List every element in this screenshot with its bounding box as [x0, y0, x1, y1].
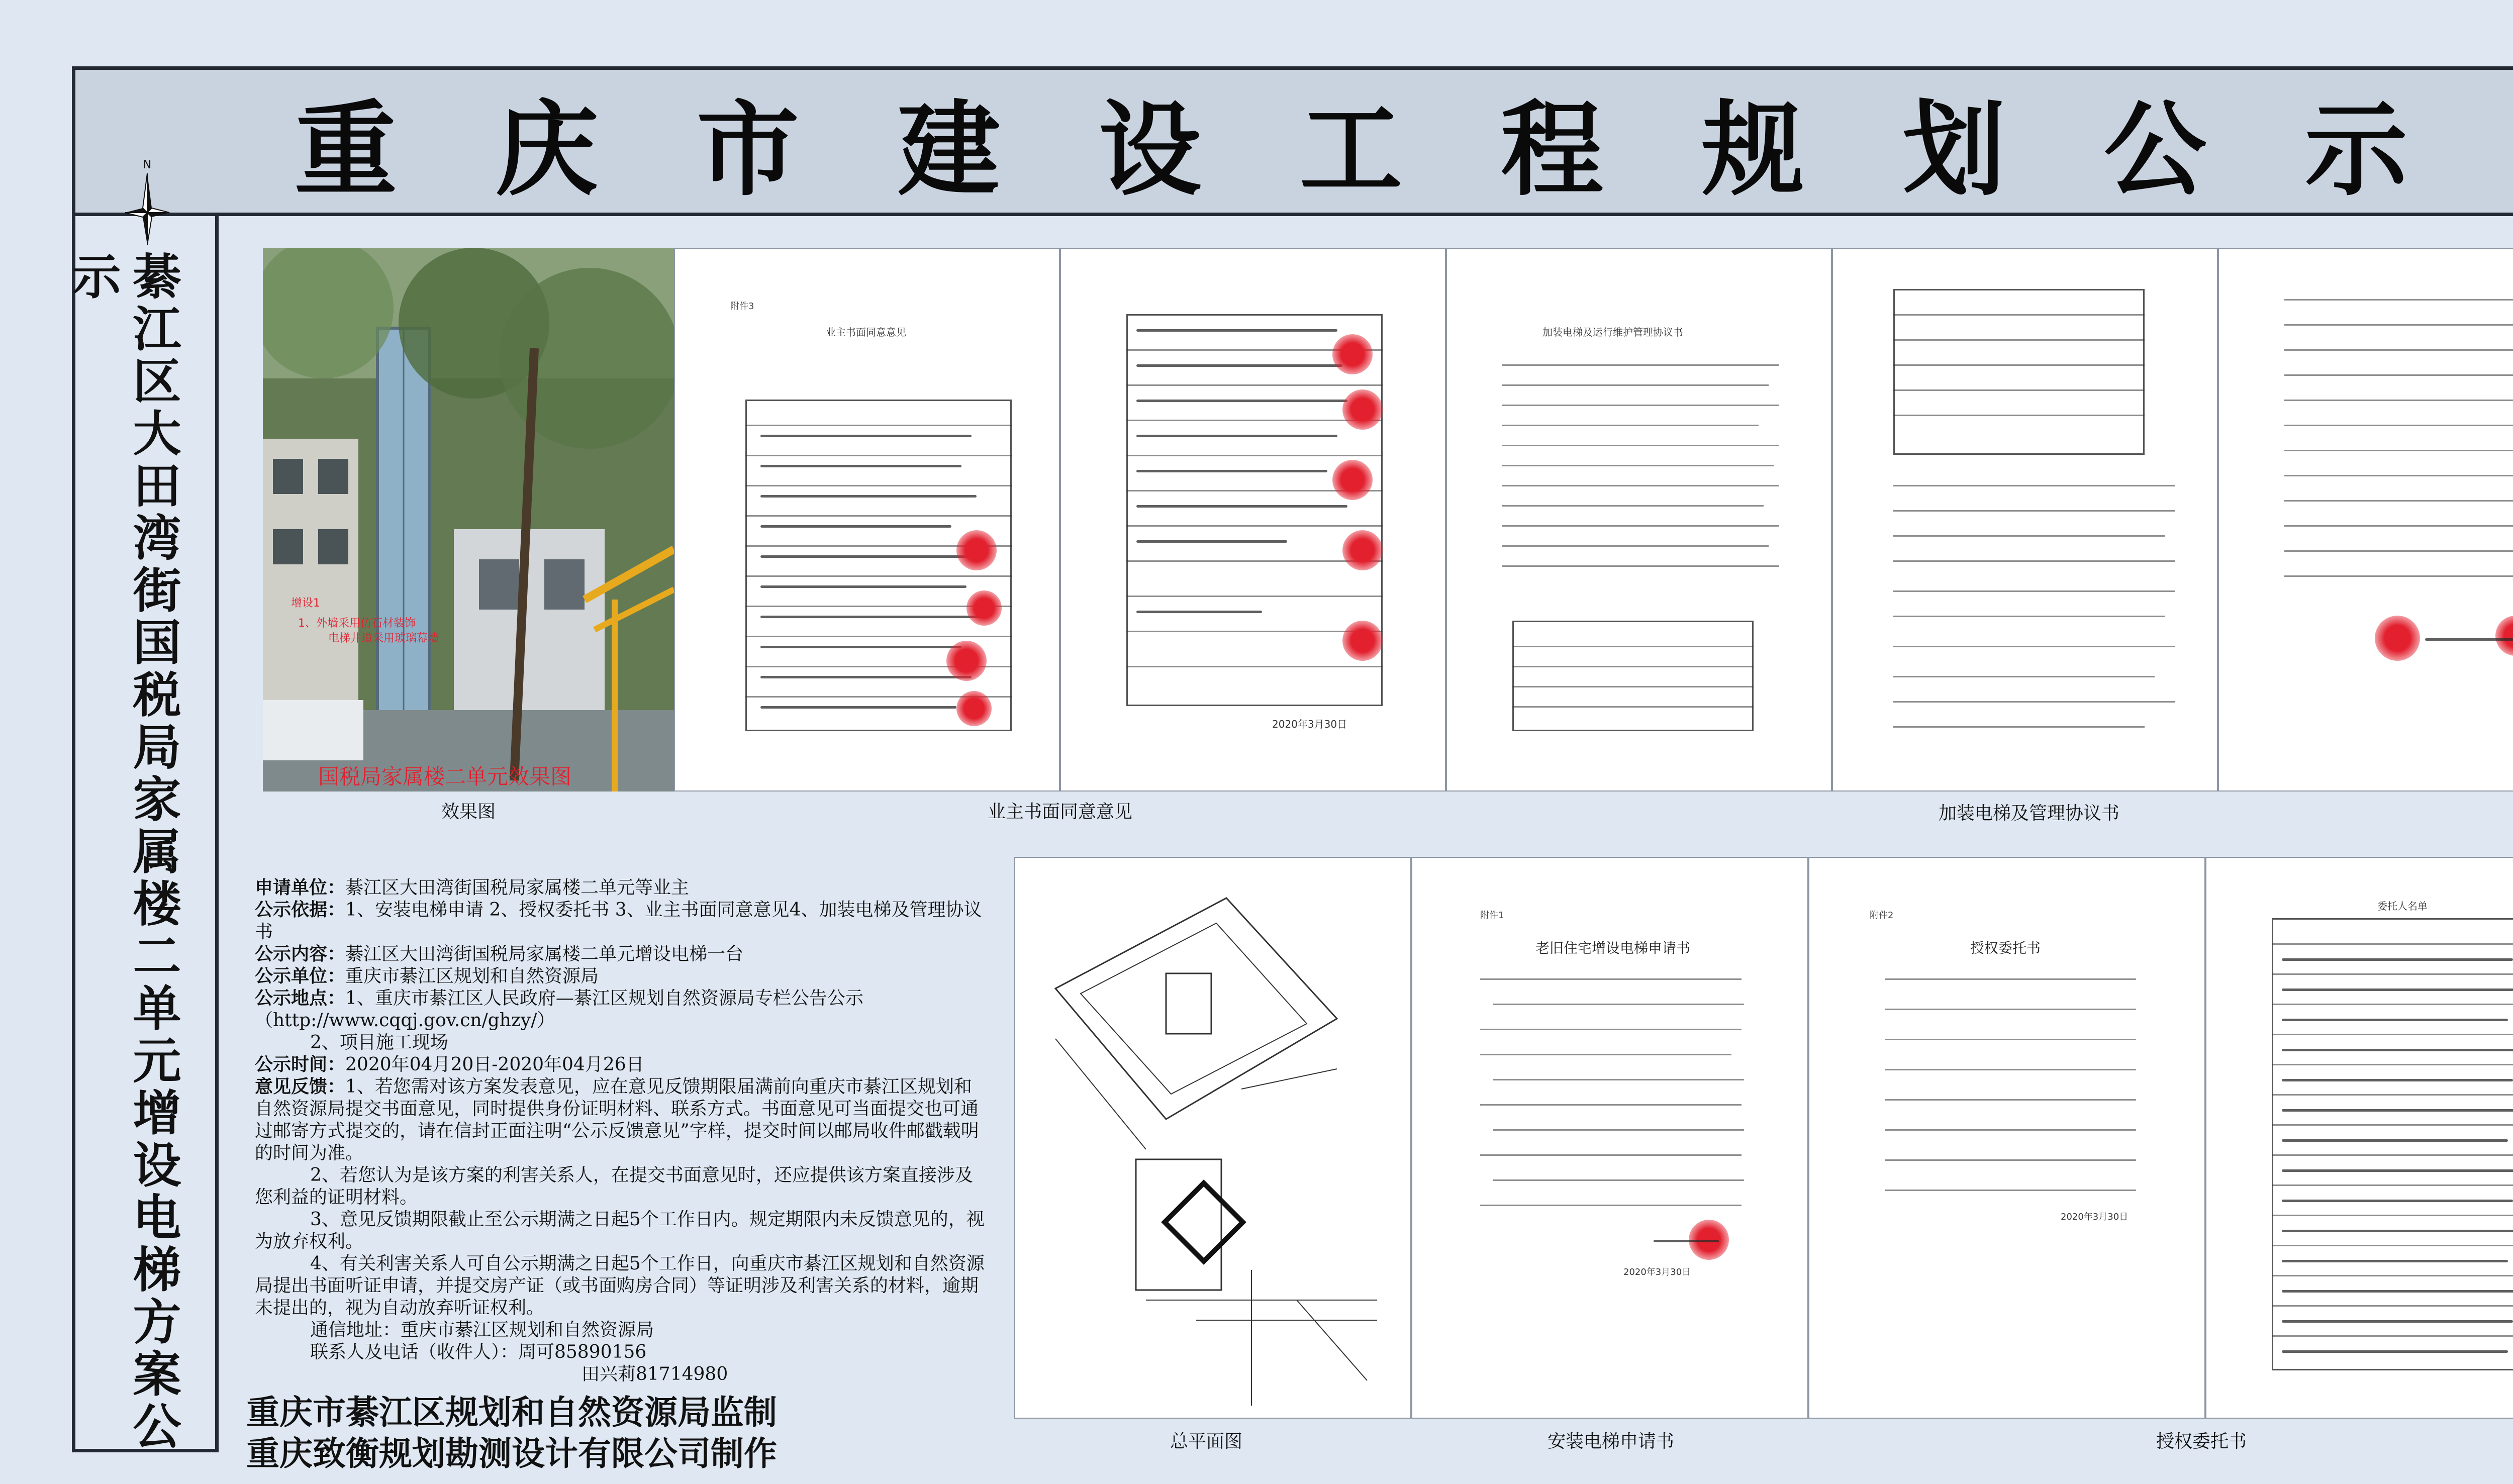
- vertical-title: 綦江区大田湾街国税局家属楼二单元增设电梯方案公示: [65, 251, 181, 1453]
- feedback-4: 4、有关利害关系人可自公示期满之日起5个工作日，向重庆市綦江区规划和自然资源局提出书面听证申请，并提交房产证（或书面购房合同）等证明涉及利害关系的材料，逾期未提出的，视为自动放弃听证权利。: [255, 1253, 985, 1318]
- content-row: [255, 943, 989, 965]
- photo-overlay-note-2: 电梯井道采用玻璃幕墙: [328, 632, 439, 645]
- caption-site-plan: 总平面图: [1170, 1431, 1243, 1452]
- page-title: 重庆市建设工程规划公示: [295, 89, 2506, 210]
- caption-authorization: 授权委托书: [2156, 1431, 2247, 1452]
- time-row: [255, 1054, 989, 1076]
- feedback-label: 意见反馈：: [255, 1076, 346, 1097]
- photo-overlay-label: 增设1: [291, 597, 320, 610]
- basis-row: [255, 899, 989, 943]
- attachment-label: 附件3: [730, 301, 754, 312]
- location-value-1: 1、重庆市綦江区人民政府—綦江区规划自然资源局专栏公告公示（http://www.cqqj.gov.cn/ghzy/）: [255, 988, 863, 1031]
- applicant-value: 綦江区大田湾街国税局家属楼二单元等业主: [345, 877, 690, 898]
- feedback-row: [255, 1076, 989, 1164]
- agreement-page-1: [1446, 248, 1832, 792]
- unit-row: [255, 965, 989, 987]
- authorization-heading: 授权委托书: [1970, 940, 2041, 956]
- contact-2: 田兴莉81714980: [582, 1364, 728, 1384]
- site-plan-page: [1014, 857, 1411, 1419]
- delegate-list-heading: 委托人名单: [2377, 900, 2428, 912]
- application-heading: 老旧住宅增设电梯申请书: [1535, 940, 1691, 956]
- title-banner: [72, 66, 2513, 216]
- authorization-page: [1808, 857, 2205, 1419]
- location-row: [255, 987, 989, 1032]
- producer-credit: 重庆致衡规划勘测设计有限公司制作: [246, 1434, 777, 1473]
- effect-photo: [263, 248, 674, 792]
- contact: 联系人及电话（收件人）：周可85890156: [310, 1342, 647, 1362]
- caption-owner-consent: 业主书面同意意见: [987, 802, 1133, 822]
- content-label: 公示内容：: [255, 944, 346, 964]
- notice-info: [255, 877, 989, 1386]
- photo-caption: 国税局家属楼二单元效果图: [318, 764, 572, 789]
- basis-value: 1、安装电梯申请 2、授权委托书 3、业主书面同意意见4、加装电梯及管理协议书: [255, 900, 982, 942]
- authorization-attachment-label: 附件2: [1870, 910, 1894, 921]
- feedback-2: 2、若您认为是该方案的利害关系人，在提交书面意见时，还应提供该方案直接涉及您利益的证明材料。: [255, 1165, 973, 1208]
- application-date: 2020年3月30日: [1623, 1267, 1691, 1277]
- owner-consent-page-2: [1060, 248, 1446, 792]
- feedback-1: 1、若您需对该方案发表意见，应在意见反馈期限届满前向重庆市綦江区规划和自然资源局提交书面意见，同时提供身份证明材料、联系方式。书面意见可当面提交也可通过邮寄方式提交的，请在信封正面注明“公示反馈意见”字样，提交时间以邮局收件邮戳载明的时间为准。: [255, 1076, 979, 1163]
- compass-icon: [125, 158, 170, 249]
- unit-value: 重庆市綦江区规划和自然资源局: [345, 966, 599, 986]
- basis-label: 公示依据：: [255, 900, 346, 920]
- footer-credits: [246, 1392, 777, 1474]
- owner-consent-page-1: [674, 248, 1060, 792]
- unit-label: 公示单位：: [255, 966, 346, 986]
- caption-application: 安装电梯申请书: [1547, 1431, 1675, 1452]
- authorization-date: 2020年3月30日: [2061, 1212, 2129, 1222]
- agreement-title: 加装电梯及运行维护管理协议书: [1542, 326, 1683, 338]
- agreement-page-2: [1832, 248, 2218, 792]
- agreement-page-3: [2218, 248, 2513, 792]
- content-value: 綦江区大田湾街国税局家属楼二单元增设电梯一台: [345, 944, 744, 964]
- compass-north-label: N: [143, 159, 152, 171]
- applicant-row: [255, 877, 989, 899]
- time-value: 2020年04月20日-2020年04月26日: [345, 1054, 644, 1075]
- caption-agreement: 加装电梯及管理协议书: [1938, 803, 2120, 824]
- address: 通信地址：重庆市綦江区规划和自然资源局: [310, 1320, 654, 1340]
- location-label: 公示地点：: [255, 988, 346, 1009]
- caption-effect: 效果图: [441, 802, 496, 822]
- application-page: [1411, 857, 1808, 1419]
- supervisor-credit: 重庆市綦江区规划和自然资源局监制: [246, 1393, 777, 1432]
- consent-date: 2020年3月30日: [1272, 718, 1347, 730]
- application-attachment-label: 附件1: [1480, 910, 1504, 921]
- time-label: 公示时间：: [255, 1054, 346, 1075]
- location-value-2: 2、项目施工现场: [310, 1032, 448, 1053]
- feedback-3: 3、意见反馈期限截止至公示期满之日起5个工作日内。规定期限内未反馈意见的，视为放弃权利。: [255, 1209, 985, 1252]
- photo-overlay-note-1: 1、外墙采用仿石材装饰: [298, 617, 416, 630]
- applicant-label: 申请单位：: [255, 877, 346, 898]
- consent-heading: 业主书面同意意见: [826, 326, 906, 338]
- delegate-list-page: [2205, 857, 2513, 1419]
